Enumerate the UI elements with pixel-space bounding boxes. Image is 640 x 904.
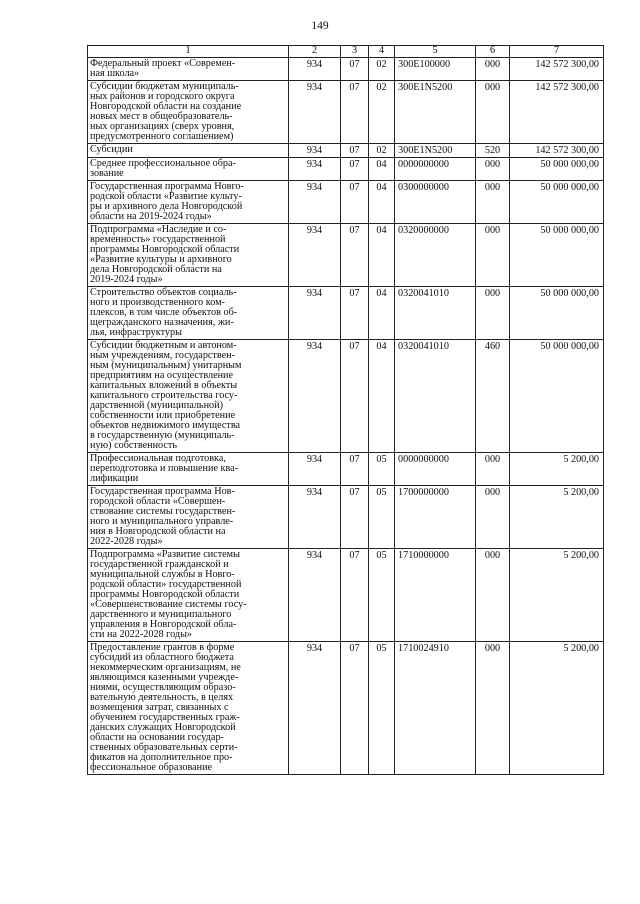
section-cell: 07 [341, 549, 369, 642]
ministry-code-cell: 934 [289, 144, 341, 158]
subsection-cell: 05 [369, 486, 395, 549]
table-row [88, 144, 604, 158]
table-row [88, 181, 604, 224]
amount-cell: 142 572 300,00 [510, 144, 604, 158]
budget-table [87, 45, 604, 775]
section-cell: 07 [341, 453, 369, 486]
subsection-cell: 02 [369, 81, 395, 144]
amount-cell: 5 200,00 [510, 453, 604, 486]
table-row [88, 81, 604, 144]
section-cell: 07 [341, 81, 369, 144]
expense-type-cell: 000 [476, 486, 510, 549]
expense-type-cell: 000 [476, 224, 510, 287]
amount-cell: 142 572 300,00 [510, 81, 604, 144]
header-row [88, 46, 604, 58]
subsection-cell: 05 [369, 453, 395, 486]
amount-cell: 50 000 000,00 [510, 158, 604, 181]
table-row [88, 158, 604, 181]
column-header: 1 [88, 46, 289, 58]
row-name-cell: Государственная программа Нов- городской области «Совершен- ствование системы государствен- ного и муниципального управле- ния в Новгородской области на 2022-2028 годы» [88, 486, 289, 549]
subsection-cell: 04 [369, 158, 395, 181]
row-name-cell: Среднее профессиональное обра- зование [88, 158, 289, 181]
target-article-cell: 0320000000 [395, 224, 476, 287]
section-cell: 07 [341, 486, 369, 549]
amount-cell: 50 000 000,00 [510, 340, 604, 453]
subsection-cell: 04 [369, 181, 395, 224]
target-article-cell: 0300000000 [395, 181, 476, 224]
ministry-code-cell: 934 [289, 158, 341, 181]
table-row [88, 453, 604, 486]
target-article-cell: 300E1N5200 [395, 144, 476, 158]
row-name-cell: Субсидии бюджетам муниципаль- ных районов и городского округа Новгородской области на создание новых мест в общеобразователь- ных организациях (сверх уровня, предусмотренного соглашением) [88, 81, 289, 144]
amount-cell: 50 000 000,00 [510, 224, 604, 287]
section-cell: 07 [341, 144, 369, 158]
column-header: 6 [476, 46, 510, 58]
subsection-cell: 04 [369, 340, 395, 453]
row-name-cell: Субсидии [88, 144, 289, 158]
column-header: 4 [369, 46, 395, 58]
section-cell: 07 [341, 158, 369, 181]
target-article-cell: 0320041010 [395, 287, 476, 340]
column-header: 2 [289, 46, 341, 58]
section-cell: 07 [341, 642, 369, 775]
amount-cell: 50 000 000,00 [510, 181, 604, 224]
target-article-cell: 300E100000 [395, 58, 476, 81]
target-article-cell: 0320041010 [395, 340, 476, 453]
section-cell: 07 [341, 340, 369, 453]
subsection-cell: 02 [369, 58, 395, 81]
row-name-cell: Федеральный проект «Современ- ная школа» [88, 58, 289, 81]
ministry-code-cell: 934 [289, 549, 341, 642]
target-article-cell: 1710024910 [395, 642, 476, 775]
table-row [88, 58, 604, 81]
page-number: 149 [311, 20, 329, 32]
subsection-cell: 05 [369, 549, 395, 642]
amount-cell: 5 200,00 [510, 642, 604, 775]
expense-type-cell: 000 [476, 81, 510, 144]
section-cell: 07 [341, 58, 369, 81]
ministry-code-cell: 934 [289, 181, 341, 224]
subsection-cell: 02 [369, 144, 395, 158]
expense-type-cell: 520 [476, 144, 510, 158]
expense-type-cell: 000 [476, 453, 510, 486]
ministry-code-cell: 934 [289, 486, 341, 549]
expense-type-cell: 000 [476, 549, 510, 642]
row-name-cell: Подпрограмма «Развитие системы государственной гражданской и муниципальной службы в Новго- родской области» государственной программы Новгородской области «Совершенствование системы госу- дарственного и муниципального управления в Новгородской обла- сти на 2022-2028 годы» [88, 549, 289, 642]
table-row [88, 642, 604, 775]
table-row [88, 224, 604, 287]
ministry-code-cell: 934 [289, 642, 341, 775]
ministry-code-cell: 934 [289, 340, 341, 453]
subsection-cell: 04 [369, 224, 395, 287]
row-name-cell: Субсидии бюджетным и автоном- ным учреждениям, государствен- ным (муниципальным) унитарным предприятиям на осуществление капитальных вложений в объекты капитального строительства госу- дарственной (муниципальной) собственности или приобретение объектов недвижимого имущества в государственную (муниципаль- ную) собственность [88, 340, 289, 453]
table-row [88, 486, 604, 549]
ministry-code-cell: 934 [289, 287, 341, 340]
section-cell: 07 [341, 224, 369, 287]
row-name-cell: Предоставление грантов в форме субсидий из областного бюджета некоммерческим организациям, не являющимся казенными учрежде- ниями, осуществляющим образо- вательную деятельность, в целях возмещения затрат, связанных с обучением государственных граж- данских служащих Новгородской области на основании государ- ственных образовательных серти- фикатов на дополнительное про- фессиональное образование [88, 642, 289, 775]
ministry-code-cell: 934 [289, 224, 341, 287]
section-cell: 07 [341, 181, 369, 224]
expense-type-cell: 000 [476, 181, 510, 224]
ministry-code-cell: 934 [289, 58, 341, 81]
subsection-cell: 04 [369, 287, 395, 340]
table-row [88, 340, 604, 453]
column-header: 7 [510, 46, 604, 58]
expense-type-cell: 000 [476, 287, 510, 340]
row-name-cell: Государственная программа Новго- родской области «Развитие культу- ры и архивного дела Новгородской области на 2019-2024 годы» [88, 181, 289, 224]
table-row [88, 549, 604, 642]
table-row [88, 287, 604, 340]
target-article-cell: 1700000000 [395, 486, 476, 549]
amount-cell: 5 200,00 [510, 486, 604, 549]
row-name-cell: Профессиональная подготовка, переподготовка и повышение ква- лификации [88, 453, 289, 486]
amount-cell: 142 572 300,00 [510, 58, 604, 81]
amount-cell: 50 000 000,00 [510, 287, 604, 340]
target-article-cell: 0000000000 [395, 453, 476, 486]
expense-type-cell: 000 [476, 642, 510, 775]
amount-cell: 5 200,00 [510, 549, 604, 642]
ministry-code-cell: 934 [289, 453, 341, 486]
target-article-cell: 1710000000 [395, 549, 476, 642]
row-name-cell: Подпрограмма «Наследие и со- временность» государственной программы Новгородской области «Развитие культуры и архивного дела Новгородской области на 2019-2024 годы» [88, 224, 289, 287]
subsection-cell: 05 [369, 642, 395, 775]
column-header: 5 [395, 46, 476, 58]
expense-type-cell: 460 [476, 340, 510, 453]
expense-type-cell: 000 [476, 158, 510, 181]
target-article-cell: 0000000000 [395, 158, 476, 181]
expense-type-cell: 000 [476, 58, 510, 81]
target-article-cell: 300E1N5200 [395, 81, 476, 144]
row-name-cell: Строительство объектов социаль- ного и производственного ком- плексов, в том числе объектов об- щегражданского назначения, жи- лья, инфраструктуры [88, 287, 289, 340]
column-header: 3 [341, 46, 369, 58]
section-cell: 07 [341, 287, 369, 340]
ministry-code-cell: 934 [289, 81, 341, 144]
